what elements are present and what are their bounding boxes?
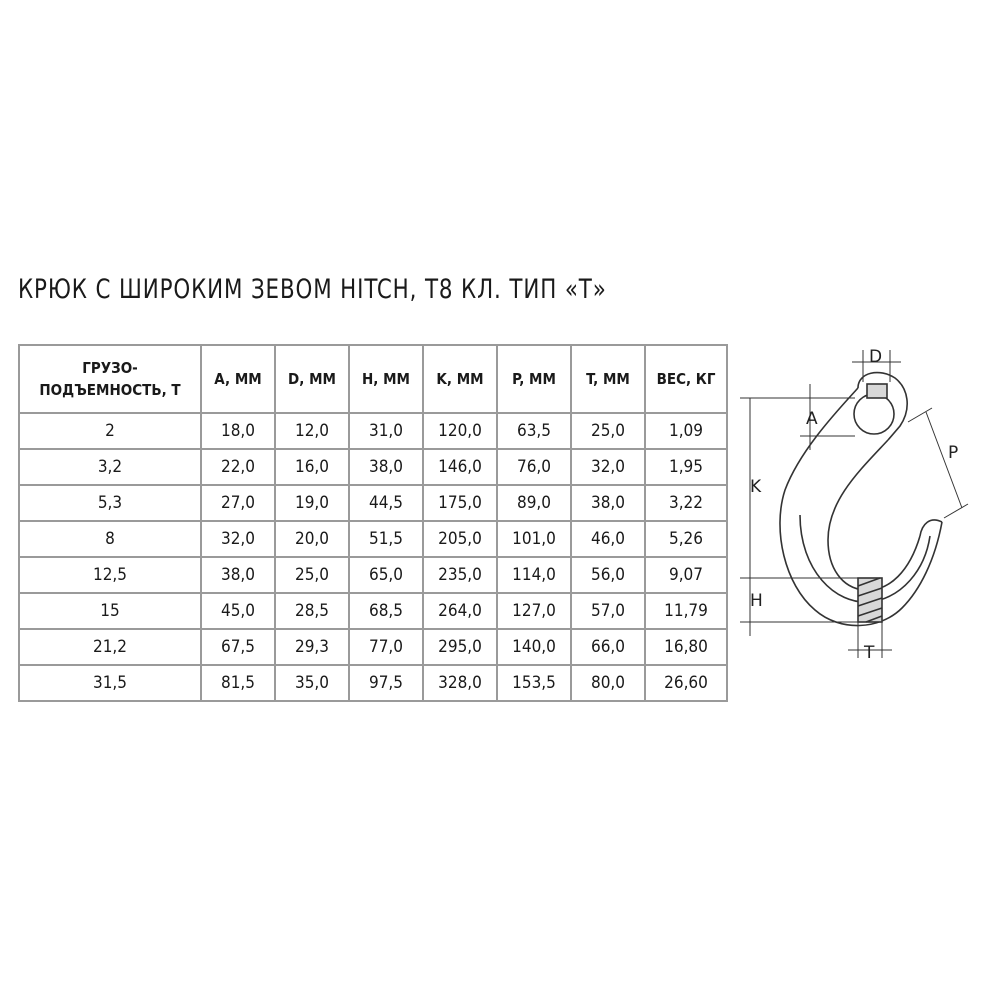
cell-a: 22,0 — [201, 449, 275, 485]
cell-t: 57,0 — [571, 593, 645, 629]
cell-d: 35,0 — [275, 665, 349, 701]
cell-h: 97,5 — [349, 665, 423, 701]
cell-t: 56,0 — [571, 557, 645, 593]
cell-capacity: 2 — [19, 413, 201, 449]
hook-back-inner — [828, 440, 920, 590]
cell-h: 38,0 — [349, 449, 423, 485]
cell-t: 38,0 — [571, 485, 645, 521]
cell-k: 235,0 — [423, 557, 497, 593]
cell-h: 77,0 — [349, 629, 423, 665]
cell-d: 25,0 — [275, 557, 349, 593]
cell-p: 153,5 — [497, 665, 571, 701]
cell-d: 19,0 — [275, 485, 349, 521]
table-row — [19, 557, 727, 593]
cell-h: 65,0 — [349, 557, 423, 593]
header-capacity — [19, 345, 201, 413]
cell-k: 264,0 — [423, 593, 497, 629]
cell-weight: 16,80 — [645, 629, 727, 665]
header-capacity-line1: ГРУЗО- — [82, 359, 138, 377]
label-t: T — [864, 643, 875, 663]
cell-capacity: 31,5 — [19, 665, 201, 701]
cell-k: 175,0 — [423, 485, 497, 521]
table-row — [19, 413, 727, 449]
cell-p: 89,0 — [497, 485, 571, 521]
cell-p: 63,5 — [497, 413, 571, 449]
cell-p: 114,0 — [497, 557, 571, 593]
dimension-lines — [740, 350, 968, 658]
cell-capacity: 8 — [19, 521, 201, 557]
spec-table — [18, 344, 728, 702]
cell-a: 32,0 — [201, 521, 275, 557]
table-body — [19, 413, 727, 701]
header-a: A, ММ — [201, 345, 275, 413]
cell-weight: 9,07 — [645, 557, 727, 593]
cell-h: 51,5 — [349, 521, 423, 557]
cell-k: 205,0 — [423, 521, 497, 557]
cell-h: 68,5 — [349, 593, 423, 629]
table-row — [19, 485, 727, 521]
cell-a: 38,0 — [201, 557, 275, 593]
cell-capacity: 12,5 — [19, 557, 201, 593]
table-row — [19, 593, 727, 629]
cell-h: 31,0 — [349, 413, 423, 449]
cell-capacity: 5,3 — [19, 485, 201, 521]
header-weight: ВЕС, КГ — [645, 345, 727, 413]
header-p: P, ММ — [497, 345, 571, 413]
label-d: D — [869, 347, 883, 367]
cell-d: 20,0 — [275, 521, 349, 557]
cell-p: 76,0 — [497, 449, 571, 485]
cell-capacity: 21,2 — [19, 629, 201, 665]
cell-capacity: 3,2 — [19, 449, 201, 485]
cell-capacity: 15 — [19, 593, 201, 629]
table-row — [19, 665, 727, 701]
cell-a: 18,0 — [201, 413, 275, 449]
table-header-row — [19, 345, 727, 413]
hook-diagram — [730, 340, 980, 670]
cell-p: 101,0 — [497, 521, 571, 557]
cell-weight: 26,60 — [645, 665, 727, 701]
cell-p: 127,0 — [497, 593, 571, 629]
cell-a: 67,5 — [201, 629, 275, 665]
cell-h: 44,5 — [349, 485, 423, 521]
cell-d: 12,0 — [275, 413, 349, 449]
cell-k: 328,0 — [423, 665, 497, 701]
hook-lip — [920, 520, 942, 536]
page-title: КРЮК С ШИРОКИМ ЗЕВОМ HITCH, Т8 КЛ. ТИП «Т» — [18, 274, 607, 305]
cell-a: 27,0 — [201, 485, 275, 521]
hook-eye-outer — [858, 373, 907, 440]
hook-outline — [780, 373, 942, 626]
cell-weight: 1,95 — [645, 449, 727, 485]
label-h: H — [750, 591, 763, 611]
cell-weight: 1,09 — [645, 413, 727, 449]
label-a: A — [806, 409, 818, 429]
label-k: K — [750, 477, 762, 497]
cell-t: 80,0 — [571, 665, 645, 701]
cell-a: 81,5 — [201, 665, 275, 701]
cell-d: 29,3 — [275, 629, 349, 665]
header-h: H, ММ — [349, 345, 423, 413]
cell-weight: 3,22 — [645, 485, 727, 521]
header-d: D, ММ — [275, 345, 349, 413]
dim-p-bottom — [944, 504, 968, 518]
cell-weight: 11,79 — [645, 593, 727, 629]
cell-k: 295,0 — [423, 629, 497, 665]
cell-t: 46,0 — [571, 521, 645, 557]
header-capacity-line2: ПОДЪЕМНОСТЬ, Т — [39, 381, 181, 399]
table-row — [19, 629, 727, 665]
cell-t: 25,0 — [571, 413, 645, 449]
cell-weight: 5,26 — [645, 521, 727, 557]
hook-d-section — [867, 384, 887, 398]
cell-d: 28,5 — [275, 593, 349, 629]
header-k: K, ММ — [423, 345, 497, 413]
cell-k: 120,0 — [423, 413, 497, 449]
hook-eye-ring — [854, 394, 894, 434]
header-t: T, ММ — [571, 345, 645, 413]
cell-a: 45,0 — [201, 593, 275, 629]
cell-d: 16,0 — [275, 449, 349, 485]
table-row — [19, 449, 727, 485]
cell-p: 140,0 — [497, 629, 571, 665]
cell-k: 146,0 — [423, 449, 497, 485]
cell-t: 66,0 — [571, 629, 645, 665]
table-row — [19, 521, 727, 557]
label-p: P — [948, 443, 959, 463]
cell-t: 32,0 — [571, 449, 645, 485]
dim-p-top — [908, 408, 932, 422]
